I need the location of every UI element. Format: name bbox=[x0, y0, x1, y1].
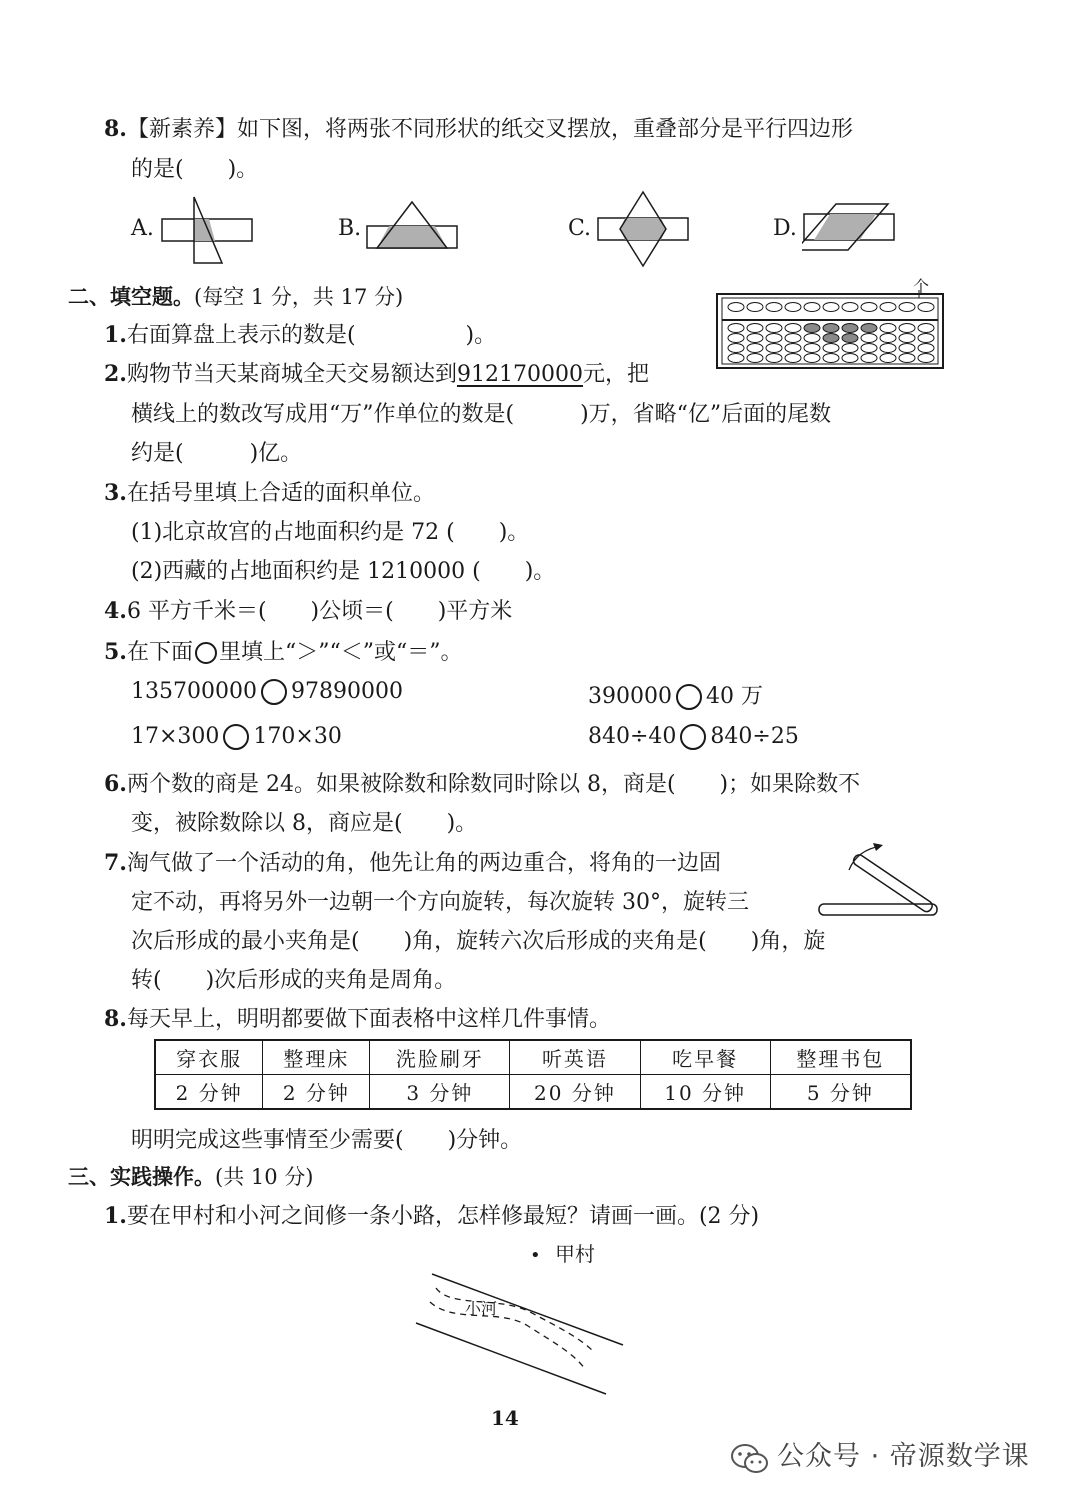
section3-points: (共 10 分) bbox=[215, 1165, 314, 1189]
q8-line2: 的是( )。 bbox=[131, 157, 259, 182]
s2q5-text-a: 在下面 bbox=[126, 640, 193, 665]
option-c-figure bbox=[596, 190, 692, 268]
abacus-bead bbox=[728, 344, 744, 353]
q8-stem: 如下图，将两张不同形状的纸交叉摆放，重叠部分是平行四边形 bbox=[236, 117, 853, 142]
table-header-cell: 听英语 bbox=[510, 1040, 640, 1075]
abacus-bead bbox=[823, 303, 839, 312]
option-b-figure bbox=[365, 200, 461, 252]
abacus-bead bbox=[804, 344, 820, 353]
abacus-bead bbox=[880, 303, 896, 312]
table-cell: 10 分钟 bbox=[640, 1075, 770, 1110]
table-header-cell: 穿衣服 bbox=[155, 1040, 263, 1075]
s2q3-text: 在括号里填上合适的面积单位。 bbox=[126, 481, 435, 506]
s2q3-sub2: (2)西藏的占地面积约是 1210000 ( )。 bbox=[131, 559, 556, 584]
river-figure bbox=[410, 1268, 630, 1398]
village-marker bbox=[530, 1238, 595, 1267]
section3-title bbox=[68, 1161, 313, 1191]
option-a-figure bbox=[160, 195, 256, 265]
table-header-cell: 整理床 bbox=[263, 1040, 370, 1075]
s2q5-number: 5. bbox=[104, 639, 127, 665]
abacus-bead bbox=[918, 303, 934, 312]
compare-item-4 bbox=[588, 724, 799, 750]
s2q3-number: 3. bbox=[104, 480, 127, 506]
compare-4-left: 840÷40 bbox=[588, 724, 677, 749]
abacus-bead bbox=[728, 334, 744, 343]
s2q3-sub1: (1)北京故宫的占地面积约是 72 ( )。 bbox=[131, 520, 530, 545]
abacus-bead bbox=[766, 354, 782, 363]
abacus-bead bbox=[766, 334, 782, 343]
compare-1-right: 97890000 bbox=[290, 679, 403, 704]
s2q1 bbox=[104, 318, 496, 349]
abacus-bead bbox=[861, 344, 877, 353]
s2q6-text: 两个数的商是 24。如果被除数和除数同时除以 8，商是( )；如果除数不 bbox=[126, 772, 861, 797]
abacus-bead bbox=[747, 344, 763, 353]
s2q7-line4: 转( )次后形成的夹角是周角。 bbox=[131, 968, 457, 993]
abacus-bead bbox=[880, 344, 896, 353]
compare-3-right: 170×30 bbox=[253, 724, 342, 749]
compare-item-1 bbox=[131, 679, 403, 705]
abacus-bead bbox=[804, 303, 820, 312]
s2q7-text: 淘气做了一个活动的角，他先让角的两边重合，将角的一边固 bbox=[126, 851, 721, 876]
s2q5-text-b: 里填上“＞”“＜”或“＝”。 bbox=[218, 640, 463, 665]
option-b-label[interactable]: B. bbox=[338, 216, 362, 241]
section2-points: (每空 1 分，共 17 分) bbox=[194, 285, 404, 309]
abacus-bead bbox=[766, 324, 782, 333]
abacus-bead bbox=[861, 303, 877, 312]
watermark bbox=[730, 1434, 1030, 1476]
abacus-bead bbox=[728, 303, 744, 312]
abacus-bead bbox=[785, 324, 801, 333]
compare-2-left: 390000 bbox=[588, 684, 672, 709]
compare-3-left: 17×300 bbox=[131, 724, 220, 749]
s2q7-number: 7. bbox=[104, 850, 127, 876]
section2-title bbox=[68, 281, 403, 311]
compare-3-answer-circle[interactable] bbox=[223, 724, 249, 750]
page-number: 14 bbox=[491, 1406, 519, 1430]
abacus-bead bbox=[899, 334, 915, 343]
q8-number: 8. bbox=[104, 116, 127, 142]
abacus-bead bbox=[804, 334, 820, 343]
abacus-bead bbox=[842, 324, 858, 333]
abacus-bead bbox=[918, 344, 934, 353]
s2q4-number: 4. bbox=[104, 598, 127, 624]
abacus-bead bbox=[918, 334, 934, 343]
abacus-bead bbox=[918, 324, 934, 333]
compare-item-3 bbox=[131, 724, 342, 750]
s2q2-number: 2. bbox=[104, 361, 127, 387]
abacus-bead bbox=[842, 354, 858, 363]
s2q8 bbox=[104, 1002, 611, 1033]
q8-tag: 【新素养】 bbox=[126, 117, 237, 142]
village-dot-icon: • bbox=[530, 1245, 541, 1266]
s2q2-text-b: 元，把 bbox=[582, 362, 649, 387]
s2q5 bbox=[104, 635, 462, 666]
abacus-bead bbox=[823, 344, 839, 353]
abacus-bead bbox=[785, 354, 801, 363]
compare-4-right: 840÷25 bbox=[710, 724, 799, 749]
s2q6-number: 6. bbox=[104, 771, 127, 797]
abacus-bead bbox=[785, 344, 801, 353]
abacus-bead bbox=[880, 334, 896, 343]
abacus-ones-label: 个 bbox=[913, 277, 930, 296]
s2q8-number: 8. bbox=[104, 1006, 127, 1032]
abacus-bead bbox=[747, 324, 763, 333]
abacus-bead bbox=[785, 334, 801, 343]
s3q1-text: 要在甲村和小河之间修一条小路，怎样修最短？请画一画。(2 分) bbox=[126, 1204, 760, 1229]
s2q2-underlined-number: 912170000 bbox=[456, 362, 583, 387]
abacus-bead bbox=[728, 324, 744, 333]
compare-2-right: 40 万 bbox=[705, 684, 763, 709]
option-d-label[interactable]: D. bbox=[773, 216, 797, 241]
s3q1-number: 1. bbox=[104, 1203, 127, 1229]
abacus-bead bbox=[747, 354, 763, 363]
morning-tasks-table bbox=[154, 1039, 912, 1110]
abacus-bead bbox=[823, 334, 839, 343]
s2q6-line2: 变，被除数除以 8，商应是( )。 bbox=[131, 811, 478, 836]
table-cell: 2 分钟 bbox=[263, 1075, 370, 1110]
q8-line1 bbox=[104, 112, 853, 143]
table-header-row bbox=[155, 1040, 911, 1075]
option-d-figure bbox=[802, 200, 898, 252]
s2q7-line1 bbox=[104, 846, 721, 877]
table-cell: 3 分钟 bbox=[370, 1075, 510, 1110]
abacus-bead bbox=[880, 324, 896, 333]
abacus-bead bbox=[842, 344, 858, 353]
rotating-angle-figure bbox=[815, 840, 943, 920]
abacus-bead bbox=[747, 303, 763, 312]
table-header-cell: 洗脸刷牙 bbox=[370, 1040, 510, 1075]
s2q8-text: 每天早上，明明都要做下面表格中这样几件事情。 bbox=[126, 1007, 611, 1032]
table-row bbox=[155, 1075, 911, 1110]
s2q7-line3: 次后形成的最小夹角是( )角，旋转六次后形成的夹角是( )角，旋 bbox=[131, 929, 826, 954]
abacus-bead bbox=[880, 354, 896, 363]
s2q2-line1 bbox=[104, 357, 649, 388]
table-cell: 20 分钟 bbox=[510, 1075, 640, 1110]
compare-item-2 bbox=[588, 679, 763, 710]
wechat-icon bbox=[730, 1442, 770, 1476]
table-header-cell: 吃早餐 bbox=[640, 1040, 770, 1075]
abacus-bead bbox=[804, 354, 820, 363]
abacus-bead bbox=[785, 303, 801, 312]
abacus-bead bbox=[747, 334, 763, 343]
section3-heading: 三、实践操作。 bbox=[68, 1165, 215, 1189]
compare-2-answer-circle[interactable] bbox=[676, 684, 702, 710]
s3q1 bbox=[104, 1199, 759, 1230]
abacus-bead bbox=[766, 303, 782, 312]
s2q8-followup: 明明完成这些事情至少需要( )分钟。 bbox=[131, 1128, 523, 1153]
compare-1-left: 135700000 bbox=[131, 679, 257, 704]
abacus-bead bbox=[766, 344, 782, 353]
s2q2-line2: 横线上的数改写成用“万”作单位的数是( )万，省略“亿”后面的尾数 bbox=[131, 402, 832, 427]
s2q3 bbox=[104, 476, 435, 507]
abacus-bead bbox=[842, 303, 858, 312]
table-header-cell: 整理书包 bbox=[770, 1040, 911, 1075]
s2q6-line1 bbox=[104, 767, 860, 798]
abacus-bead bbox=[899, 303, 915, 312]
abacus-bead bbox=[823, 324, 839, 333]
abacus-bead bbox=[918, 354, 934, 363]
s2q2-text-a: 购物节当天某商城全天交易额达到 bbox=[126, 362, 457, 387]
river-label: 小河 bbox=[465, 1299, 498, 1318]
abacus-figure bbox=[716, 290, 946, 372]
s2q1-number: 1. bbox=[104, 322, 127, 348]
s2q1-text: 右面算盘上表示的数是( )。 bbox=[126, 323, 497, 348]
s2q7-line2: 定不动，再将另外一边朝一个方向旋转，每次旋转 30°，旋转三 bbox=[131, 890, 749, 915]
abacus-bead bbox=[899, 344, 915, 353]
compare-4-answer-circle[interactable] bbox=[680, 724, 706, 750]
abacus-bead bbox=[842, 334, 858, 343]
compare-circle-icon bbox=[195, 642, 217, 664]
abacus-bead bbox=[899, 324, 915, 333]
abacus-bead bbox=[899, 354, 915, 363]
abacus-bead bbox=[804, 324, 820, 333]
abacus-bead bbox=[728, 354, 744, 363]
s2q2-line3: 约是( )亿。 bbox=[131, 441, 303, 466]
option-a-label[interactable]: A. bbox=[131, 216, 154, 241]
section2-heading: 二、填空题。 bbox=[68, 285, 194, 309]
option-c-label[interactable]: C. bbox=[568, 216, 592, 241]
abacus-bead bbox=[823, 354, 839, 363]
abacus-bead bbox=[861, 324, 877, 333]
compare-1-answer-circle[interactable] bbox=[261, 679, 287, 705]
village-label: 甲村 bbox=[554, 1242, 595, 1266]
watermark-text: 公众号 · 帝源数学课 bbox=[777, 1441, 1030, 1472]
abacus-bead bbox=[861, 334, 877, 343]
s2q4-text: 6 平方千米＝( )公顷＝( )平方米 bbox=[126, 599, 513, 624]
abacus-bead bbox=[861, 354, 877, 363]
table-cell: 5 分钟 bbox=[770, 1075, 911, 1110]
table-cell: 2 分钟 bbox=[155, 1075, 263, 1110]
s2q4 bbox=[104, 594, 512, 625]
